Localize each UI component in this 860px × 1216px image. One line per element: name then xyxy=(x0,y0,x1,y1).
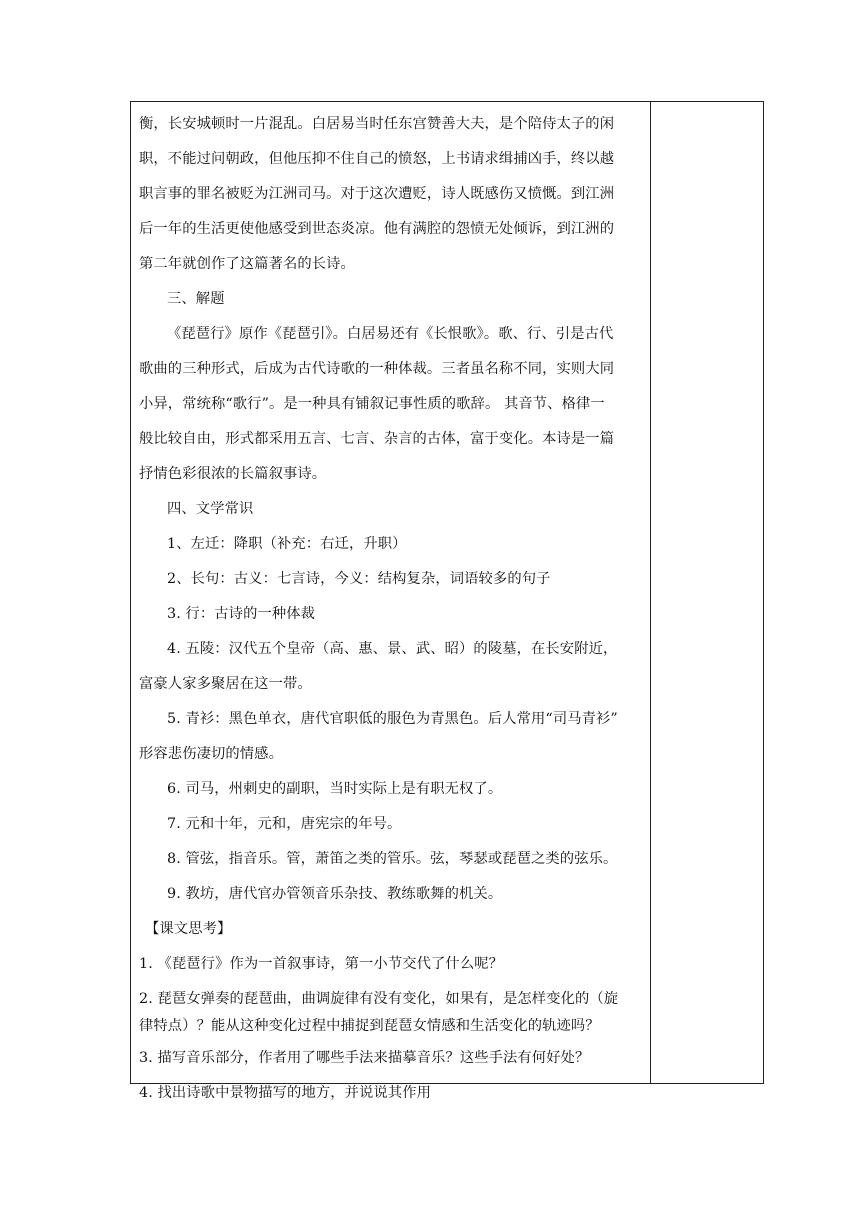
list-item: 5. 青衫：黑色单衣，唐代官职低的服色为青黑色。后人常用“司马青衫” xyxy=(167,711,618,727)
question-item: 4. 找出诗歌中景物描写的地方，并说说其作用 xyxy=(139,1085,432,1101)
text-line: 职，不能过问朝政，但他压抑不住自己的愤怒，上书请求缉捕凶手，终以越 xyxy=(139,151,615,167)
section-heading: 三、解题 xyxy=(167,291,225,307)
list-item: 2、长句：古义：七言诗，今义：结构复杂，词语较多的句子 xyxy=(167,571,551,587)
text-line: 富豪人家多聚居在这一带。 xyxy=(139,676,312,692)
question-item: 2. 琵琶女弹奏的琵琶曲，曲调旋律有没有变化，如果有，是怎样变化的（旋 xyxy=(139,991,619,1007)
list-item: 6. 司马，州刺史的副职，当时实际上是有职无权了。 xyxy=(167,781,503,797)
list-item: 9. 教坊，唐代官办管领音乐杂技、教练歌舞的机关。 xyxy=(167,886,503,902)
text-line: 第二年就创作了这篇著名的长诗。 xyxy=(139,256,355,272)
section-heading: 四、文学常识 xyxy=(167,501,254,517)
text-line: 歌曲的三种形式，后成为古代诗歌的一种体裁。三者虽名称不同，实则大同 xyxy=(139,361,615,377)
list-item: 8. 管弦，指音乐。管，萧笛之类的管乐。弦，琴瑟或琵琶之类的弦乐。 xyxy=(167,851,618,867)
text-line: 职言事的罪名被贬为江洲司马。对于这次遭贬，诗人既感伤又愤慨。到江洲 xyxy=(139,186,615,202)
list-item: 3. 行：古诗的一种体裁 xyxy=(167,606,316,622)
text-line: 衡，长安城顿时一片混乱。白居易当时任东宫赞善大夫，是个陪侍太子的闲 xyxy=(139,116,615,132)
list-item: 4. 五陵：汉代五个皇帝（高、惠、景、武、昭）的陵墓，在长安附近， xyxy=(167,641,618,657)
main-text-cell xyxy=(131,102,650,1101)
section-heading: 【课文思考】 xyxy=(145,921,232,937)
text-line: 小异，常统称“歌行”。是一种具有铺叙记事性质的歌辞。 其音节、格律一 xyxy=(139,396,605,412)
question-item: 3. 描写音乐部分，作者用了哪些手法来描摹音乐？这些手法有何好处？ xyxy=(139,1050,590,1066)
text-line: 后一年的生活更使他感受到世态炎凉。他有满腔的怨愤无处倾诉，到江洲的 xyxy=(139,221,615,237)
question-item: 1. 《琵琶行》作为一首叙事诗，第一小节交代了什么呢？ xyxy=(139,956,504,972)
list-item: 7. 元和十年，元和，唐宪宗的年号。 xyxy=(167,816,402,832)
text-line: 般比较自由，形式都采用五言、七言、杂言的古体，富于变化。本诗是一篇 xyxy=(139,431,615,447)
text-line: 形容悲伤凄切的情感。 xyxy=(139,746,283,762)
text-line: 《琵琶行》原作《琵琶引》。白居易还有《长恨歌》。歌、行、引是古代 xyxy=(167,326,614,342)
column-divider xyxy=(650,102,651,1083)
list-item: 1、左迁：降职（补充：右迁，升职） xyxy=(167,536,407,552)
text-line: 律特点）？能从这种变化过程中捕捉到琵琶女情感和生活变化的轨迹吗？ xyxy=(139,1018,600,1034)
text-line: 抒情色彩很浓的长篇叙事诗。 xyxy=(139,466,327,482)
content-table xyxy=(130,101,764,1101)
